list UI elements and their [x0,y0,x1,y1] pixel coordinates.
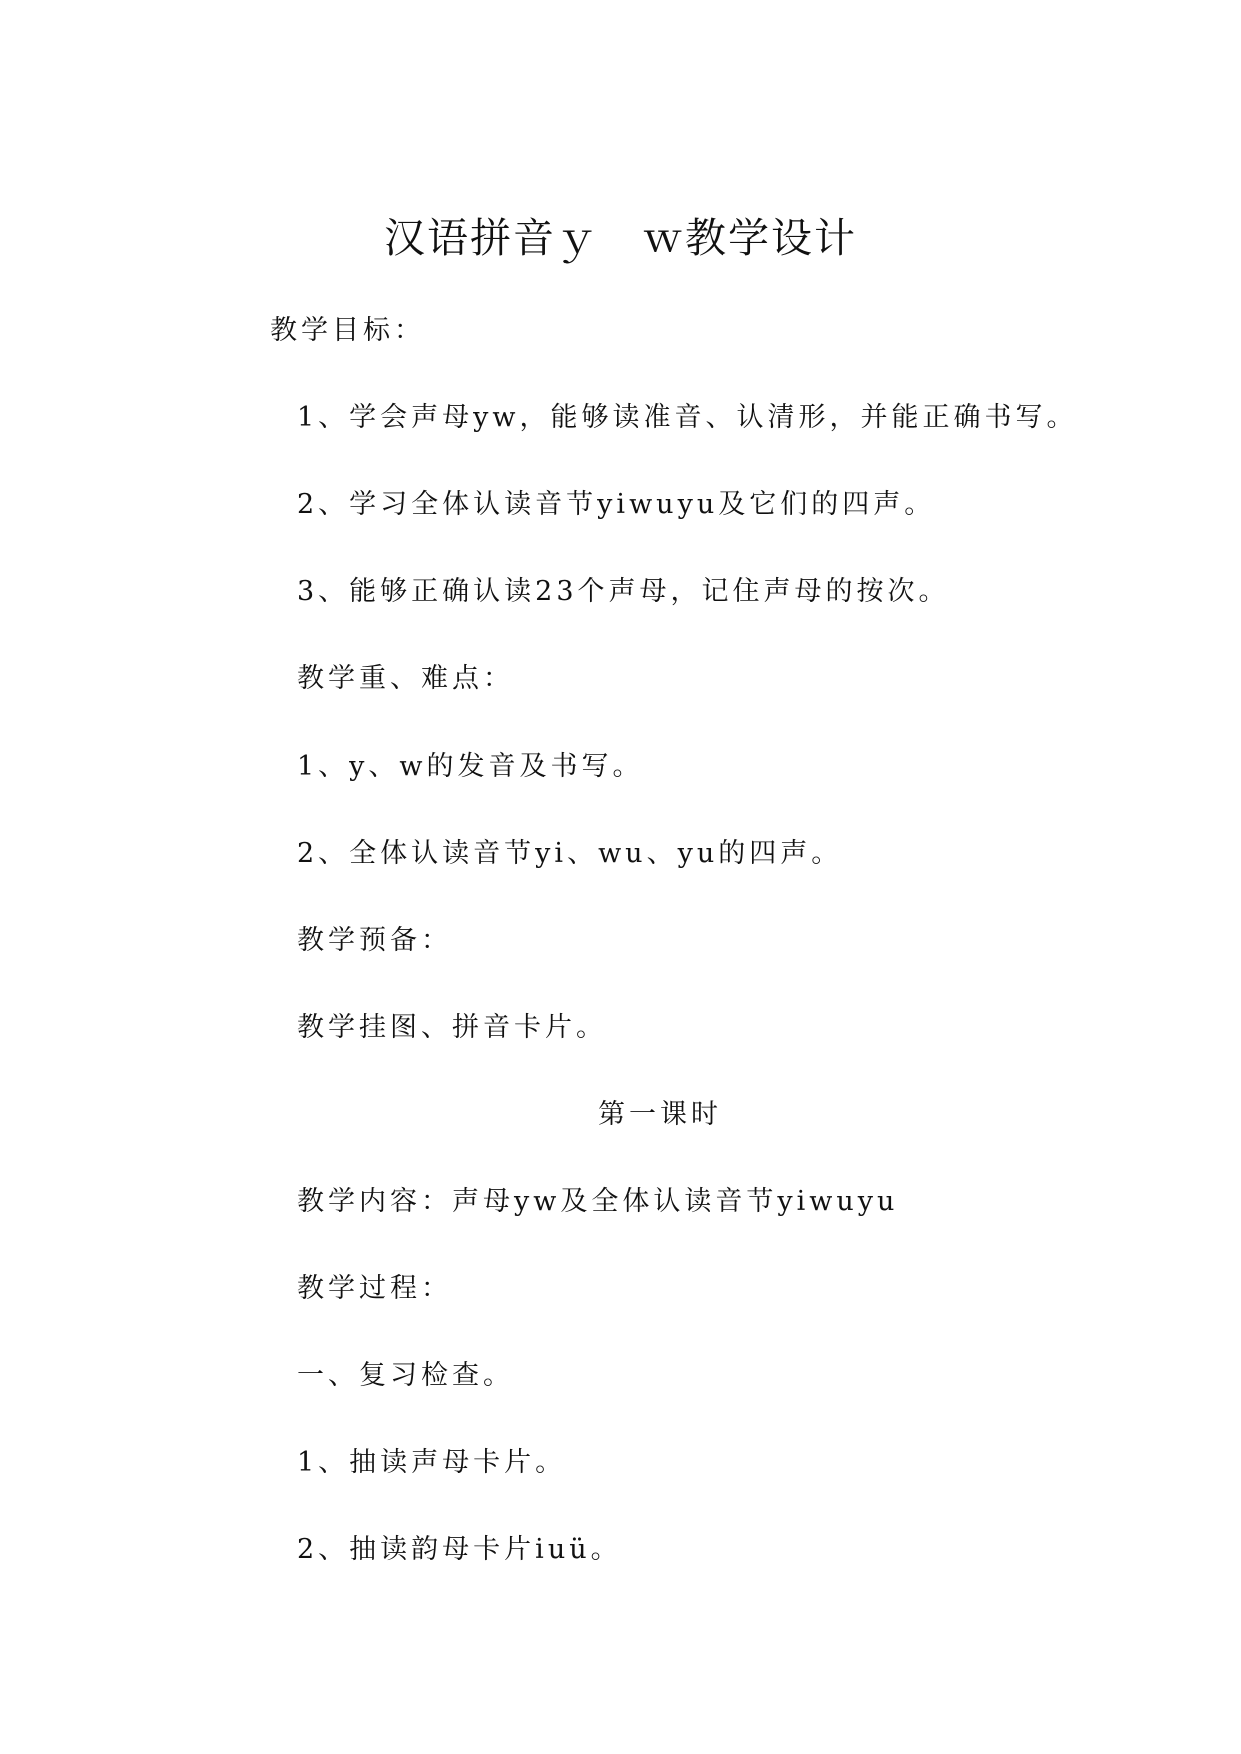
objective-item-1: 1、学会声母yw，能够读准音、认清形，并能正确书写。 [297,402,1078,433]
section-heading-process: 教学过程： [297,1273,452,1304]
section-heading-objectives: 教学目标： [270,315,425,346]
preparation-item: 教学挂图、拼音卡片。 [297,1012,607,1043]
process-substep-1: 1、抽读声母卡片。 [297,1447,567,1478]
teaching-content: 教学内容：声母yw及全体认读音节yiwuyu [297,1186,899,1217]
process-substep-2: 2、抽读韵母卡片iuü。 [297,1534,622,1565]
section-heading-preparation: 教学预备： [297,925,452,956]
key-point-item-2: 2、全体认读音节yi、wu、yu的四声。 [297,838,843,869]
lesson-heading: 第一课时 [598,1099,722,1130]
process-step-1: 一、复习检查。 [297,1360,514,1391]
objective-item-3: 3、能够正确认读23个声母，记住声母的按次。 [297,576,950,607]
objective-item-2: 2、学习全体认读音节yiwuyu及它们的四声。 [297,489,936,520]
key-point-item-1: 1、y、w的发音及书写。 [297,751,644,782]
document-title: 汉语拼音ｙ ｗ教学设计 [384,214,857,262]
section-heading-key-points: 教学重、难点： [297,663,514,694]
